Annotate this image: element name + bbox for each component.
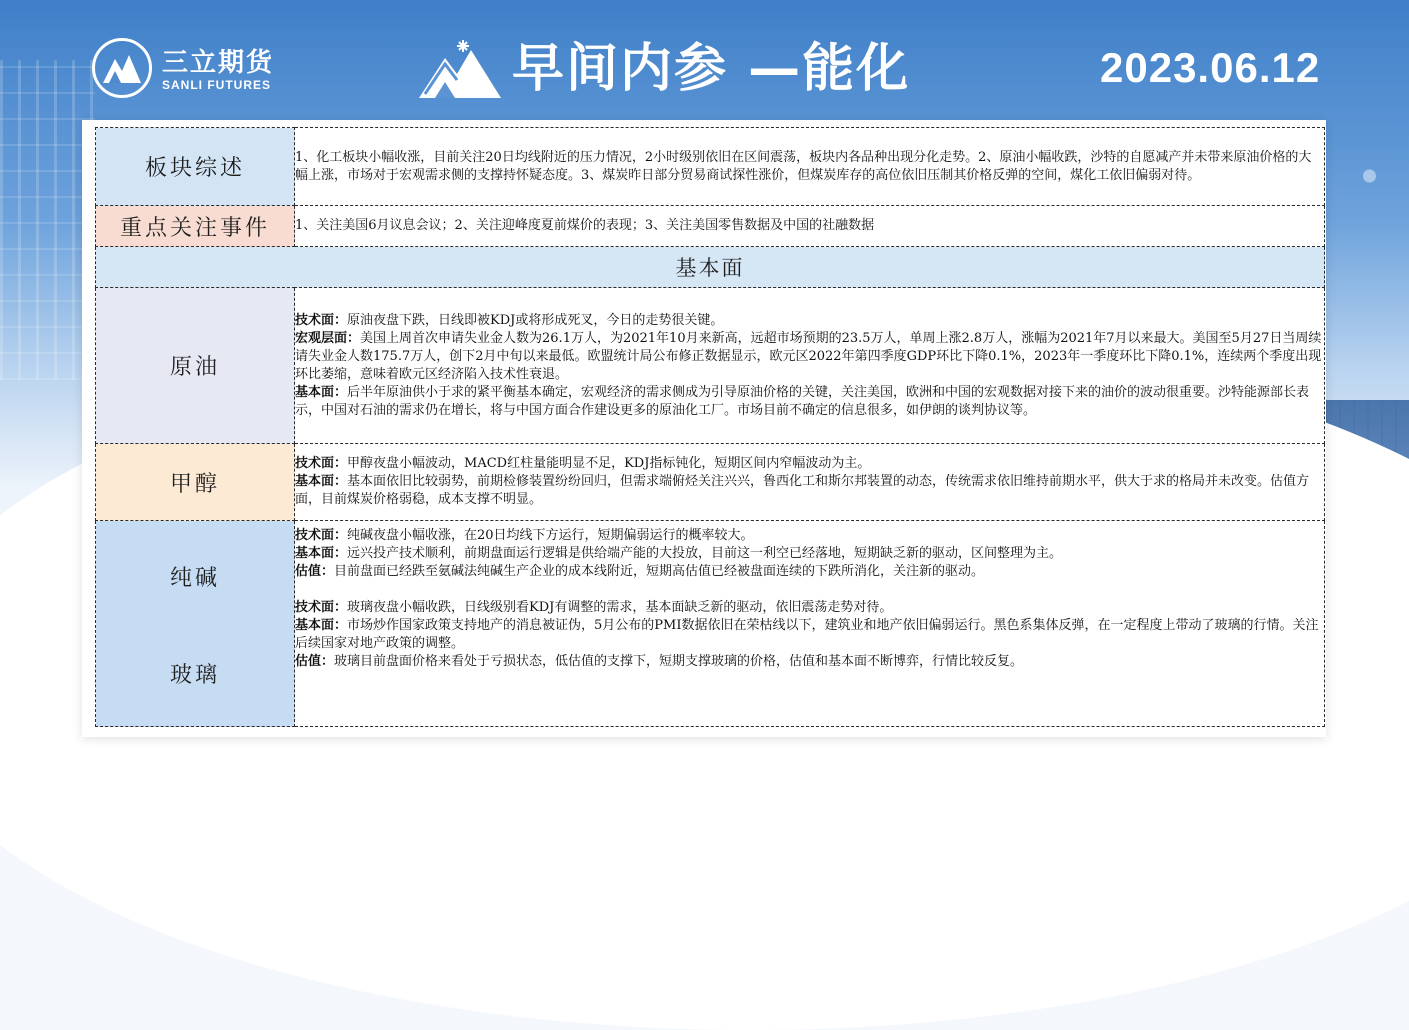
crude-macro xyxy=(295,330,1324,384)
brand-name: 三立期货 xyxy=(162,48,275,78)
brand-logo xyxy=(92,38,322,98)
section-text: 市场炒作国家政策支持地产的消息被证伪，5月公布的PMI数据依旧在荣枯线以下，建筑业和地产依旧偏弱运行。黑色系集体反弹，在一定程度上带动了玻璃的行情。关注后续国家对地产政策的调整。 xyxy=(295,618,1319,651)
table-row xyxy=(96,247,1325,288)
glass-fund xyxy=(295,617,1324,653)
section-text: 原油夜盘下跌，日线即被KDJ或将形成死叉，今日的走势很关键。 xyxy=(347,312,724,328)
section-text: 纯碱夜盘小幅收涨，在20日均线下方运行，短期偏弱运行的概率较大。 xyxy=(347,528,754,543)
focus-label: 重点关注事件 xyxy=(96,206,295,247)
glass-tech xyxy=(295,599,1324,617)
section-label: 技术面： xyxy=(295,528,348,543)
section-label: 基本面： xyxy=(295,546,348,561)
soda-tech xyxy=(295,527,1324,545)
section-text: 甲醇夜盘小幅波动，MACD红柱量能明显不足，KDJ指标钝化，短期区间内窄幅波动为主。 xyxy=(347,456,871,471)
methanol-tech xyxy=(295,455,1324,473)
soda-fund xyxy=(295,545,1324,563)
section-label: 技术面： xyxy=(295,600,348,615)
section-text: 玻璃目前盘面价格来看处于亏损状态，低估值的支撑下，短期支撑玻璃的价格，估值和基本面不断博弈，行情比较反复。 xyxy=(334,654,1024,669)
section-label: 估值： xyxy=(295,564,335,579)
section-label: 估值： xyxy=(295,654,335,669)
table-row xyxy=(96,521,1325,727)
section-label: 技术面： xyxy=(295,456,348,471)
section-text: 远兴投产技术顺利，前期盘面运行逻辑是供给端产能的大投放，目前这一利空已经落地，短期缺乏新的驱动，区间整理为主。 xyxy=(347,546,1063,561)
soda-glass-content xyxy=(295,521,1325,727)
methanol-label: 甲醇 xyxy=(96,444,295,521)
section-label: 技术面： xyxy=(295,312,348,328)
soda-label: 纯碱 xyxy=(169,566,220,591)
report-date: 2023.06.12 xyxy=(1100,44,1321,91)
table-row xyxy=(96,444,1325,521)
crude-fund xyxy=(295,384,1324,420)
crude-content xyxy=(295,288,1325,444)
report-table xyxy=(95,127,1325,727)
crude-label: 原油 xyxy=(96,288,295,444)
crude-tech xyxy=(295,312,1324,330)
summary-label: 板块综述 xyxy=(96,128,295,206)
section-label: 基本面： xyxy=(295,474,348,489)
mountain-logo-icon xyxy=(92,38,152,98)
soda-valuation xyxy=(295,563,1324,581)
methanol-fund xyxy=(295,473,1324,509)
section-label: 基本面： xyxy=(295,618,348,633)
industrial-tower-image xyxy=(0,60,95,380)
wind-turbine-image xyxy=(1330,40,1409,380)
mountain-snowflake-icon xyxy=(415,36,505,102)
section-text: 目前盘面已经跌至氨碱法纯碱生产企业的成本线附近，短期高估值已经被盘面连续的下跌所消化，关注新的驱动。 xyxy=(334,564,985,579)
soda-glass-labels xyxy=(96,521,295,727)
table-row xyxy=(96,206,1325,247)
section-label: 宏观层面： xyxy=(295,330,361,346)
section-text: 基本面依旧比较弱势，前期检修装置纷纷回归，但需求端俯烃关注兴兴，鲁西化工和斯尔邦装置的动态，传统需求依旧维持前期水平，供大于求的格局并未改变。估值方面，目前煤炭价格弱稳，成本支撑不明显。 xyxy=(295,474,1310,507)
table-row xyxy=(96,128,1325,206)
methanol-content xyxy=(295,444,1325,521)
glass-valuation xyxy=(295,653,1324,671)
page-title: 早间内参 —能化 xyxy=(512,39,911,99)
brand-name-en: SANLI FUTURES xyxy=(162,78,271,92)
section-label: 基本面： xyxy=(295,384,348,400)
fundamentals-header: 基本面 xyxy=(96,247,1325,288)
focus-text: 1、关注美国6月议息会议；2、关注迎峰度夏前煤价的表现；3、关注美国零售数据及中国的社融数据 xyxy=(295,206,1325,247)
summary-text: 1、化工板块小幅收涨，目前关注20日均线附近的压力情况，2小时级别依旧在区间震荡，板块内各品种出现分化走势。2、原油小幅收跌，沙特的自愿减产并未带来原油价格的大幅上涨，市场对于宏观需求侧的支撑持怀疑态度。3、煤炭昨日部分贸易商试探性涨价，但煤炭库存的高位依旧压制其价格反弹的空间，煤化工依旧偏弱对待。 xyxy=(295,128,1325,206)
table-row xyxy=(96,288,1325,444)
spacer xyxy=(295,581,1324,599)
section-text: 玻璃夜盘小幅收跌，日线级别看KDJ有调整的需求，基本面缺乏新的驱动，依旧震荡走势对待。 xyxy=(347,600,893,615)
glass-label: 玻璃 xyxy=(169,663,220,688)
section-text: 后半年原油供小于求的紧平衡基本确定，宏观经济的需求侧成为引导原油价格的关键，关注美国，欧洲和中国的宏观数据对接下来的油价的波动很重要。沙特能源部长表示，中国对石油的需求仍在增长，将与中国方面合作建设更多的原油化工厂。市场目前不确定的信息很多，如伊朗的谈判协议等。 xyxy=(295,384,1310,418)
section-text: 美国上周首次申请失业金人数为26.1万人，为2021年10月来新高，远超市场预期的23.5万人，单周上涨2.8万人，涨幅为2021年7月以来最大。美国至5月27日当周续请失业金人数175.7万人，创下2月中旬以来最低。欧盟统计局公布修正数据显示，欧元区2022年第四季度GDP环比下降0.1%，2023年一季度环比下降0.1%，连续两个季度出现环比萎缩，意味着欧元区经济陷入技术性衰退。 xyxy=(295,330,1322,382)
